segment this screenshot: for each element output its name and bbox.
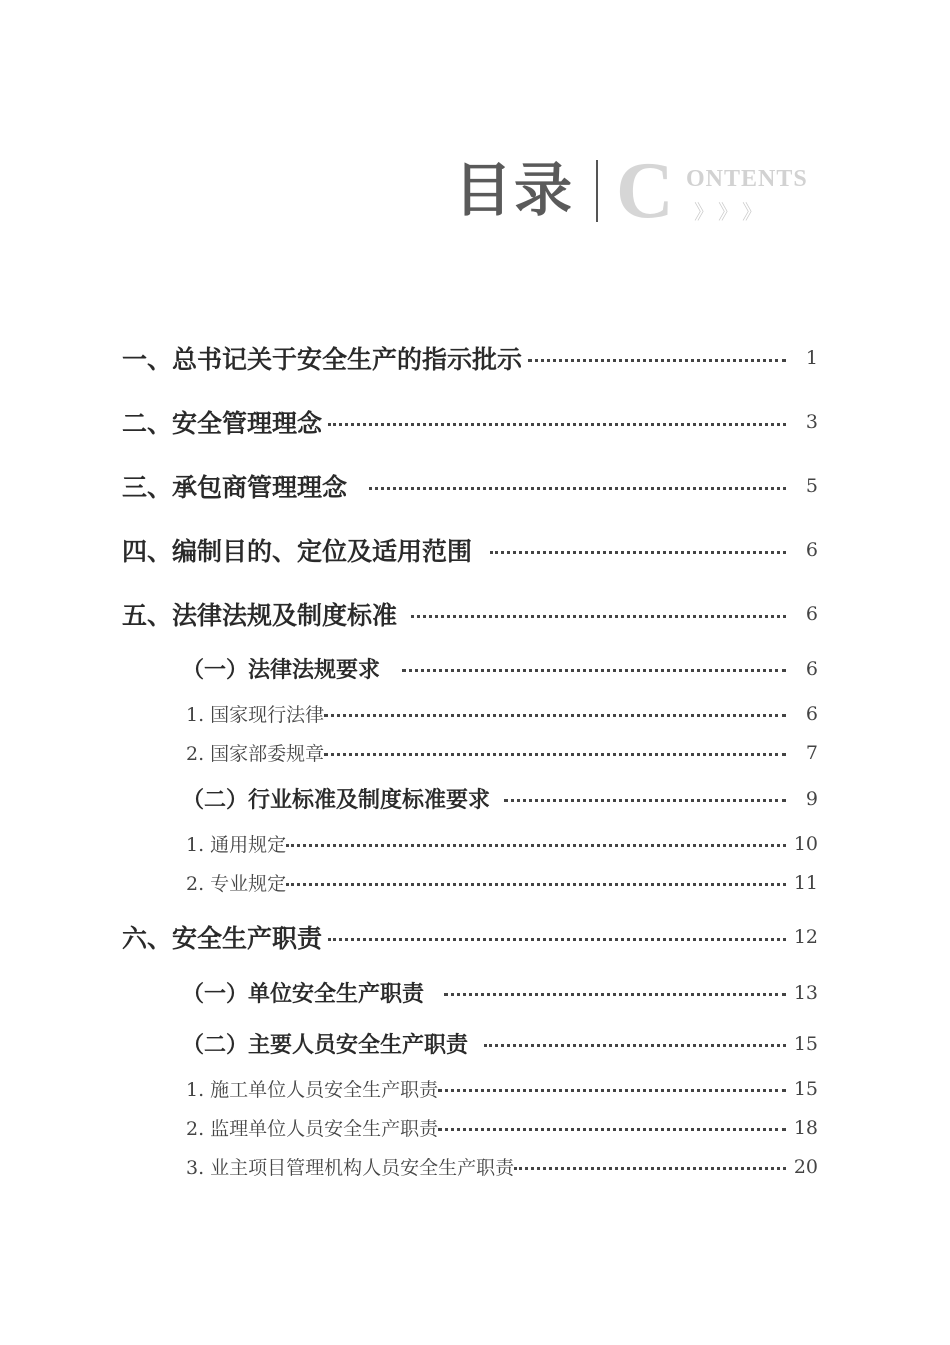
toc-page: 12 [793,926,818,948]
toc-entry[interactable] [122,468,818,504]
toc-page: 3 [805,411,818,433]
toc-page: 10 [793,832,818,855]
toc-entry[interactable] [182,977,818,1008]
leader-dots [324,714,786,717]
leader-dots [286,883,786,886]
leader-dots [438,1128,786,1131]
contents-big-c: C [616,147,674,235]
leader-dots [484,1044,786,1047]
toc-entry[interactable] [122,919,818,955]
contents-header [454,147,834,235]
toc-page: 6 [805,539,818,561]
leader-dots [504,799,786,802]
leader-dots [514,1167,786,1170]
toc-page: 6 [805,657,818,680]
toc-label: 1. 通用规定 [186,834,287,856]
toc-label: 一、总书记关于安全生产的指示批示 [122,345,523,374]
toc-label: 3. 业主项目管理机构人员安全生产职责 [186,1157,515,1179]
leader-dots [411,615,786,618]
toc-page: 11 [793,871,818,894]
leader-dots [369,487,786,490]
toc-entry[interactable] [186,869,818,896]
toc-entry[interactable] [122,596,818,632]
toc-entry[interactable] [186,739,818,766]
leader-dots [438,1089,786,1092]
toc-label: 二、安全管理理念 [122,409,323,438]
page-title: 目录 [454,156,575,224]
toc-entry[interactable] [182,1028,818,1059]
leader-dots [528,359,786,362]
toc-entry[interactable] [122,340,818,376]
toc-label: （一）法律法规要求 [182,658,381,683]
toc-label: 六、安全生产职责 [122,924,323,953]
toc-entry[interactable] [186,1153,818,1180]
toc-page: 6 [805,603,818,625]
contents-label: ONTENTS [686,166,808,192]
toc-label: （二）主要人员安全生产职责 [182,1033,469,1058]
toc-entry[interactable] [186,830,818,857]
toc-entry[interactable] [122,404,818,440]
double-chevron-icon: 》》》 [694,200,776,224]
toc-page: 6 [805,702,818,725]
toc-entry[interactable] [122,532,818,568]
leader-dots [328,938,786,941]
toc-page: 18 [793,1116,818,1139]
toc-page: 5 [805,475,818,497]
toc-label: 三、承包商管理理念 [122,473,348,502]
leader-dots [286,844,786,847]
toc-page: 15 [793,1077,818,1100]
toc-label: 2. 专业规定 [186,873,287,895]
toc-page: 1 [805,347,818,369]
toc-entry[interactable] [186,1075,818,1102]
leader-dots [324,753,786,756]
toc-entry[interactable] [186,1114,818,1141]
toc-label: 1. 国家现行法律 [186,704,325,726]
toc-entry[interactable] [186,700,818,727]
toc-page: 7 [805,741,818,764]
toc-label: 五、法律法规及制度标准 [122,601,398,630]
toc-label: 四、编制目的、定位及适用范围 [122,537,473,566]
toc-page: 15 [793,1032,818,1055]
toc-entry[interactable] [182,783,818,814]
leader-dots [328,423,786,426]
toc-label: 1. 施工单位人员安全生产职责 [186,1079,439,1101]
leader-dots [444,993,786,996]
toc-label: 2. 监理单位人员安全生产职责 [186,1118,439,1140]
leader-dots [490,551,786,554]
title-divider [596,160,598,222]
toc-page: 9 [805,787,818,810]
leader-dots [402,669,786,672]
toc-entry[interactable] [182,653,818,684]
toc-label: 2. 国家部委规章 [186,743,325,765]
toc-page: 20 [793,1155,818,1178]
toc-label: （二）行业标准及制度标准要求 [182,788,491,813]
toc-label: （一）单位安全生产职责 [182,982,425,1007]
toc-page: 13 [793,981,818,1004]
